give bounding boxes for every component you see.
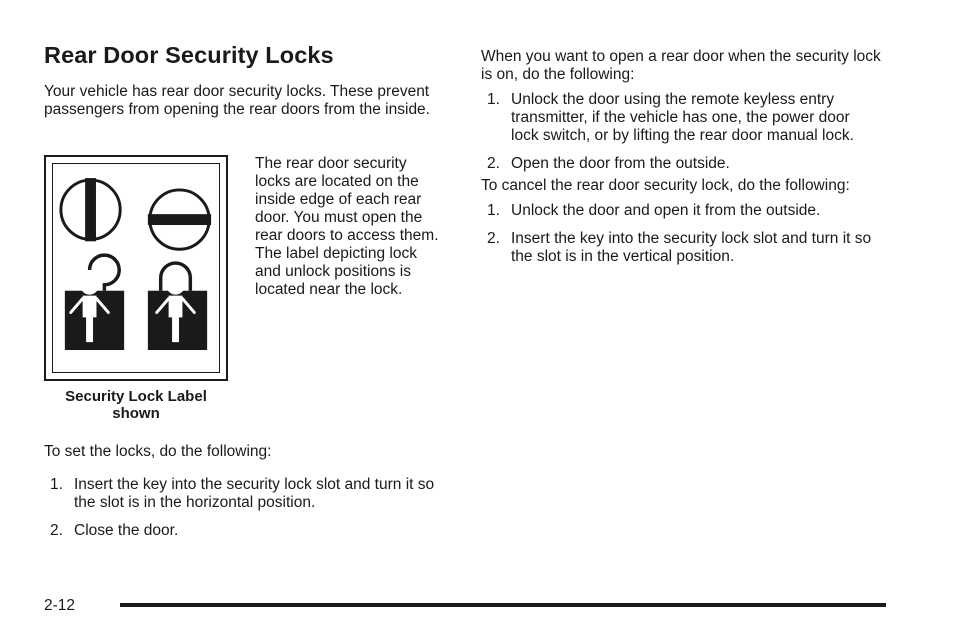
list-item	[481, 202, 881, 220]
security-lock-label-figure	[44, 155, 228, 381]
step-number: 2.	[487, 230, 500, 247]
step-text: Unlock the door and open it from the outside.	[511, 202, 821, 219]
open-door-steps	[481, 91, 881, 183]
step-text: Insert the key into the security lock slot and turn it so the slot is in the horizontal position.	[74, 476, 435, 511]
list-item	[44, 476, 444, 512]
step-number: 1.	[487, 202, 500, 219]
step-text: Insert the key into the security lock slot and turn it so the slot is in the vertical position.	[511, 230, 872, 265]
page-number: 2-12	[44, 597, 76, 614]
list-item	[481, 155, 881, 173]
intro-paragraph: Your vehicle has rear door security locks. These prevent passengers from opening the rear doors from the inside.	[44, 83, 430, 118]
step-text: Open the door from the outside.	[511, 155, 730, 172]
step-text: Unlock the door using the remote keyless entry transmitter, if the vehicle has one, the power door lock switch, or by lifting the rear door manual lock.	[511, 91, 854, 144]
footer-rule	[120, 603, 886, 607]
cancel-lock-lead: To cancel the rear door security lock, do the following:	[481, 177, 850, 194]
figure-inner-border	[52, 163, 220, 373]
step-number: 2.	[487, 155, 500, 172]
lock-label-illustration	[53, 164, 219, 372]
figure-caption-line1: Security Lock Label	[65, 388, 207, 405]
step-number: 1.	[487, 91, 500, 108]
page-title: Rear Door Security Locks	[44, 42, 334, 68]
vertical-slot-icon	[61, 178, 120, 241]
figure-caption	[44, 388, 228, 422]
cancel-lock-steps	[481, 202, 881, 276]
list-item	[44, 522, 444, 540]
lock-location-paragraph: The rear door security locks are located on the inside edge of each rear door. You must open the rear doors to access them. The label depicting lock and unlock positions is located near the lock.	[255, 155, 439, 298]
figure-caption-line2: shown	[112, 405, 160, 422]
set-locks-lead: To set the locks, do the following:	[44, 443, 272, 460]
list-item	[481, 230, 881, 266]
child-locked-icon	[148, 263, 207, 350]
list-item	[481, 91, 881, 145]
set-locks-steps	[44, 476, 444, 550]
step-text: Close the door.	[74, 522, 179, 539]
horizontal-slot-icon	[148, 190, 211, 249]
step-number: 1.	[50, 476, 63, 493]
child-unlocked-icon	[65, 255, 124, 350]
step-number: 2.	[50, 522, 63, 539]
open-door-lead: When you want to open a rear door when the security lock is on, do the following:	[481, 48, 881, 83]
